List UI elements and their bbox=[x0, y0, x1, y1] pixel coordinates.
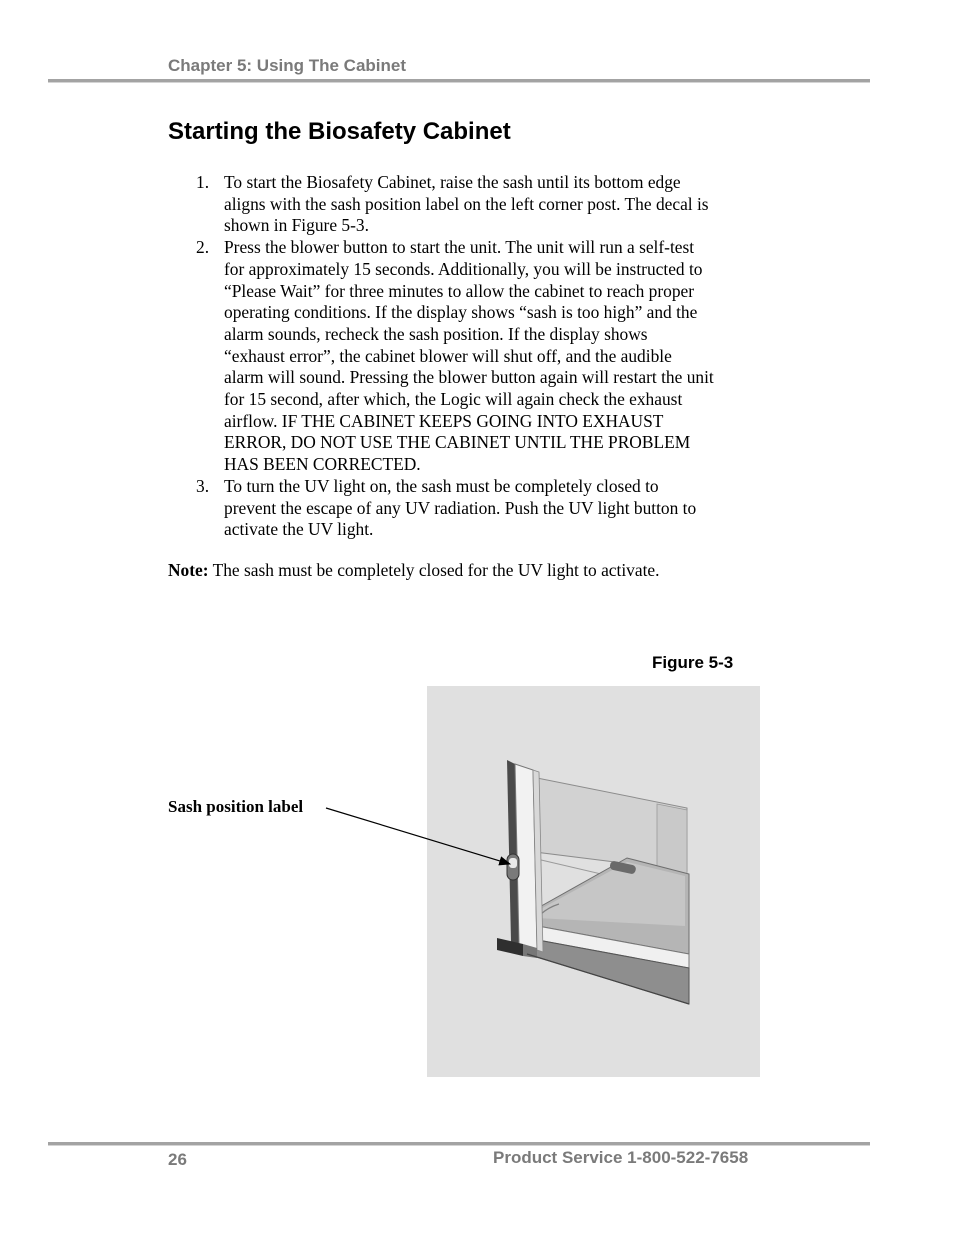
step-number: 2. bbox=[196, 237, 210, 258]
step-line: “exhaust error”, the cabinet blower will shut off, and the audible bbox=[224, 345, 672, 366]
step-line: operating conditions. If the display shows “sash is too high” and the bbox=[224, 302, 698, 323]
footer-rule bbox=[48, 1142, 870, 1146]
callout-label: Sash position label bbox=[168, 797, 304, 816]
step-line: alarm will sound. Pressing the blower button again will restart the unit bbox=[224, 367, 714, 388]
steps-list bbox=[168, 172, 768, 541]
step-line: Press the blower button to start the unit. The unit will run a self-test bbox=[224, 237, 695, 258]
header-rule bbox=[48, 79, 870, 83]
step-line: aligns with the sash position label on the left corner post. The decal is bbox=[224, 193, 709, 214]
step-line: for 15 second, after which, the Logic will again check the exhaust bbox=[224, 389, 683, 410]
step-line: shown in Figure 5-3. bbox=[224, 215, 369, 236]
step-line: HAS BEEN CORRECTED. bbox=[224, 454, 421, 475]
figure-image bbox=[427, 686, 760, 1077]
figure-caption: Figure 5-3 bbox=[652, 653, 734, 672]
page-number: 26 bbox=[168, 1150, 187, 1169]
step-number: 3. bbox=[196, 475, 210, 496]
step-line: “Please Wait” for three minutes to allow the cabinet to reach proper bbox=[224, 280, 695, 301]
step-line: activate the UV light. bbox=[224, 519, 374, 540]
step-line: for approximately 15 seconds. Additionally, you will be instructed to bbox=[224, 258, 703, 279]
note-label: Note: bbox=[168, 560, 209, 580]
step-number: 1. bbox=[196, 172, 210, 192]
step-line: airflow. IF THE CABINET KEEPS GOING INTO EXHAUST bbox=[224, 410, 664, 431]
note bbox=[168, 560, 660, 581]
callout-leader-arrow bbox=[320, 800, 520, 880]
note-text: The sash must be completely closed for the UV light to activate. bbox=[208, 560, 660, 580]
step-line: prevent the escape of any UV radiation. Push the UV light button to bbox=[224, 497, 697, 518]
step-line: alarm sounds, recheck the sash position. If the display shows bbox=[224, 323, 648, 344]
list-item bbox=[168, 172, 768, 237]
list-item bbox=[168, 237, 768, 476]
product-service-phone: Product Service 1-800-522-7658 bbox=[493, 1148, 749, 1167]
cabinet-illustration bbox=[427, 686, 760, 1077]
step-line: ERROR, DO NOT USE THE CABINET UNTIL THE PROBLEM bbox=[224, 432, 691, 453]
chapter-header: Chapter 5: Using The Cabinet bbox=[168, 56, 407, 75]
step-line: To start the Biosafety Cabinet, raise the sash until its bottom edge bbox=[224, 172, 681, 192]
section-title: Starting the Biosafety Cabinet bbox=[168, 118, 511, 145]
step-line: To turn the UV light on, the sash must be completely closed to bbox=[224, 475, 659, 496]
list-item bbox=[168, 476, 768, 541]
